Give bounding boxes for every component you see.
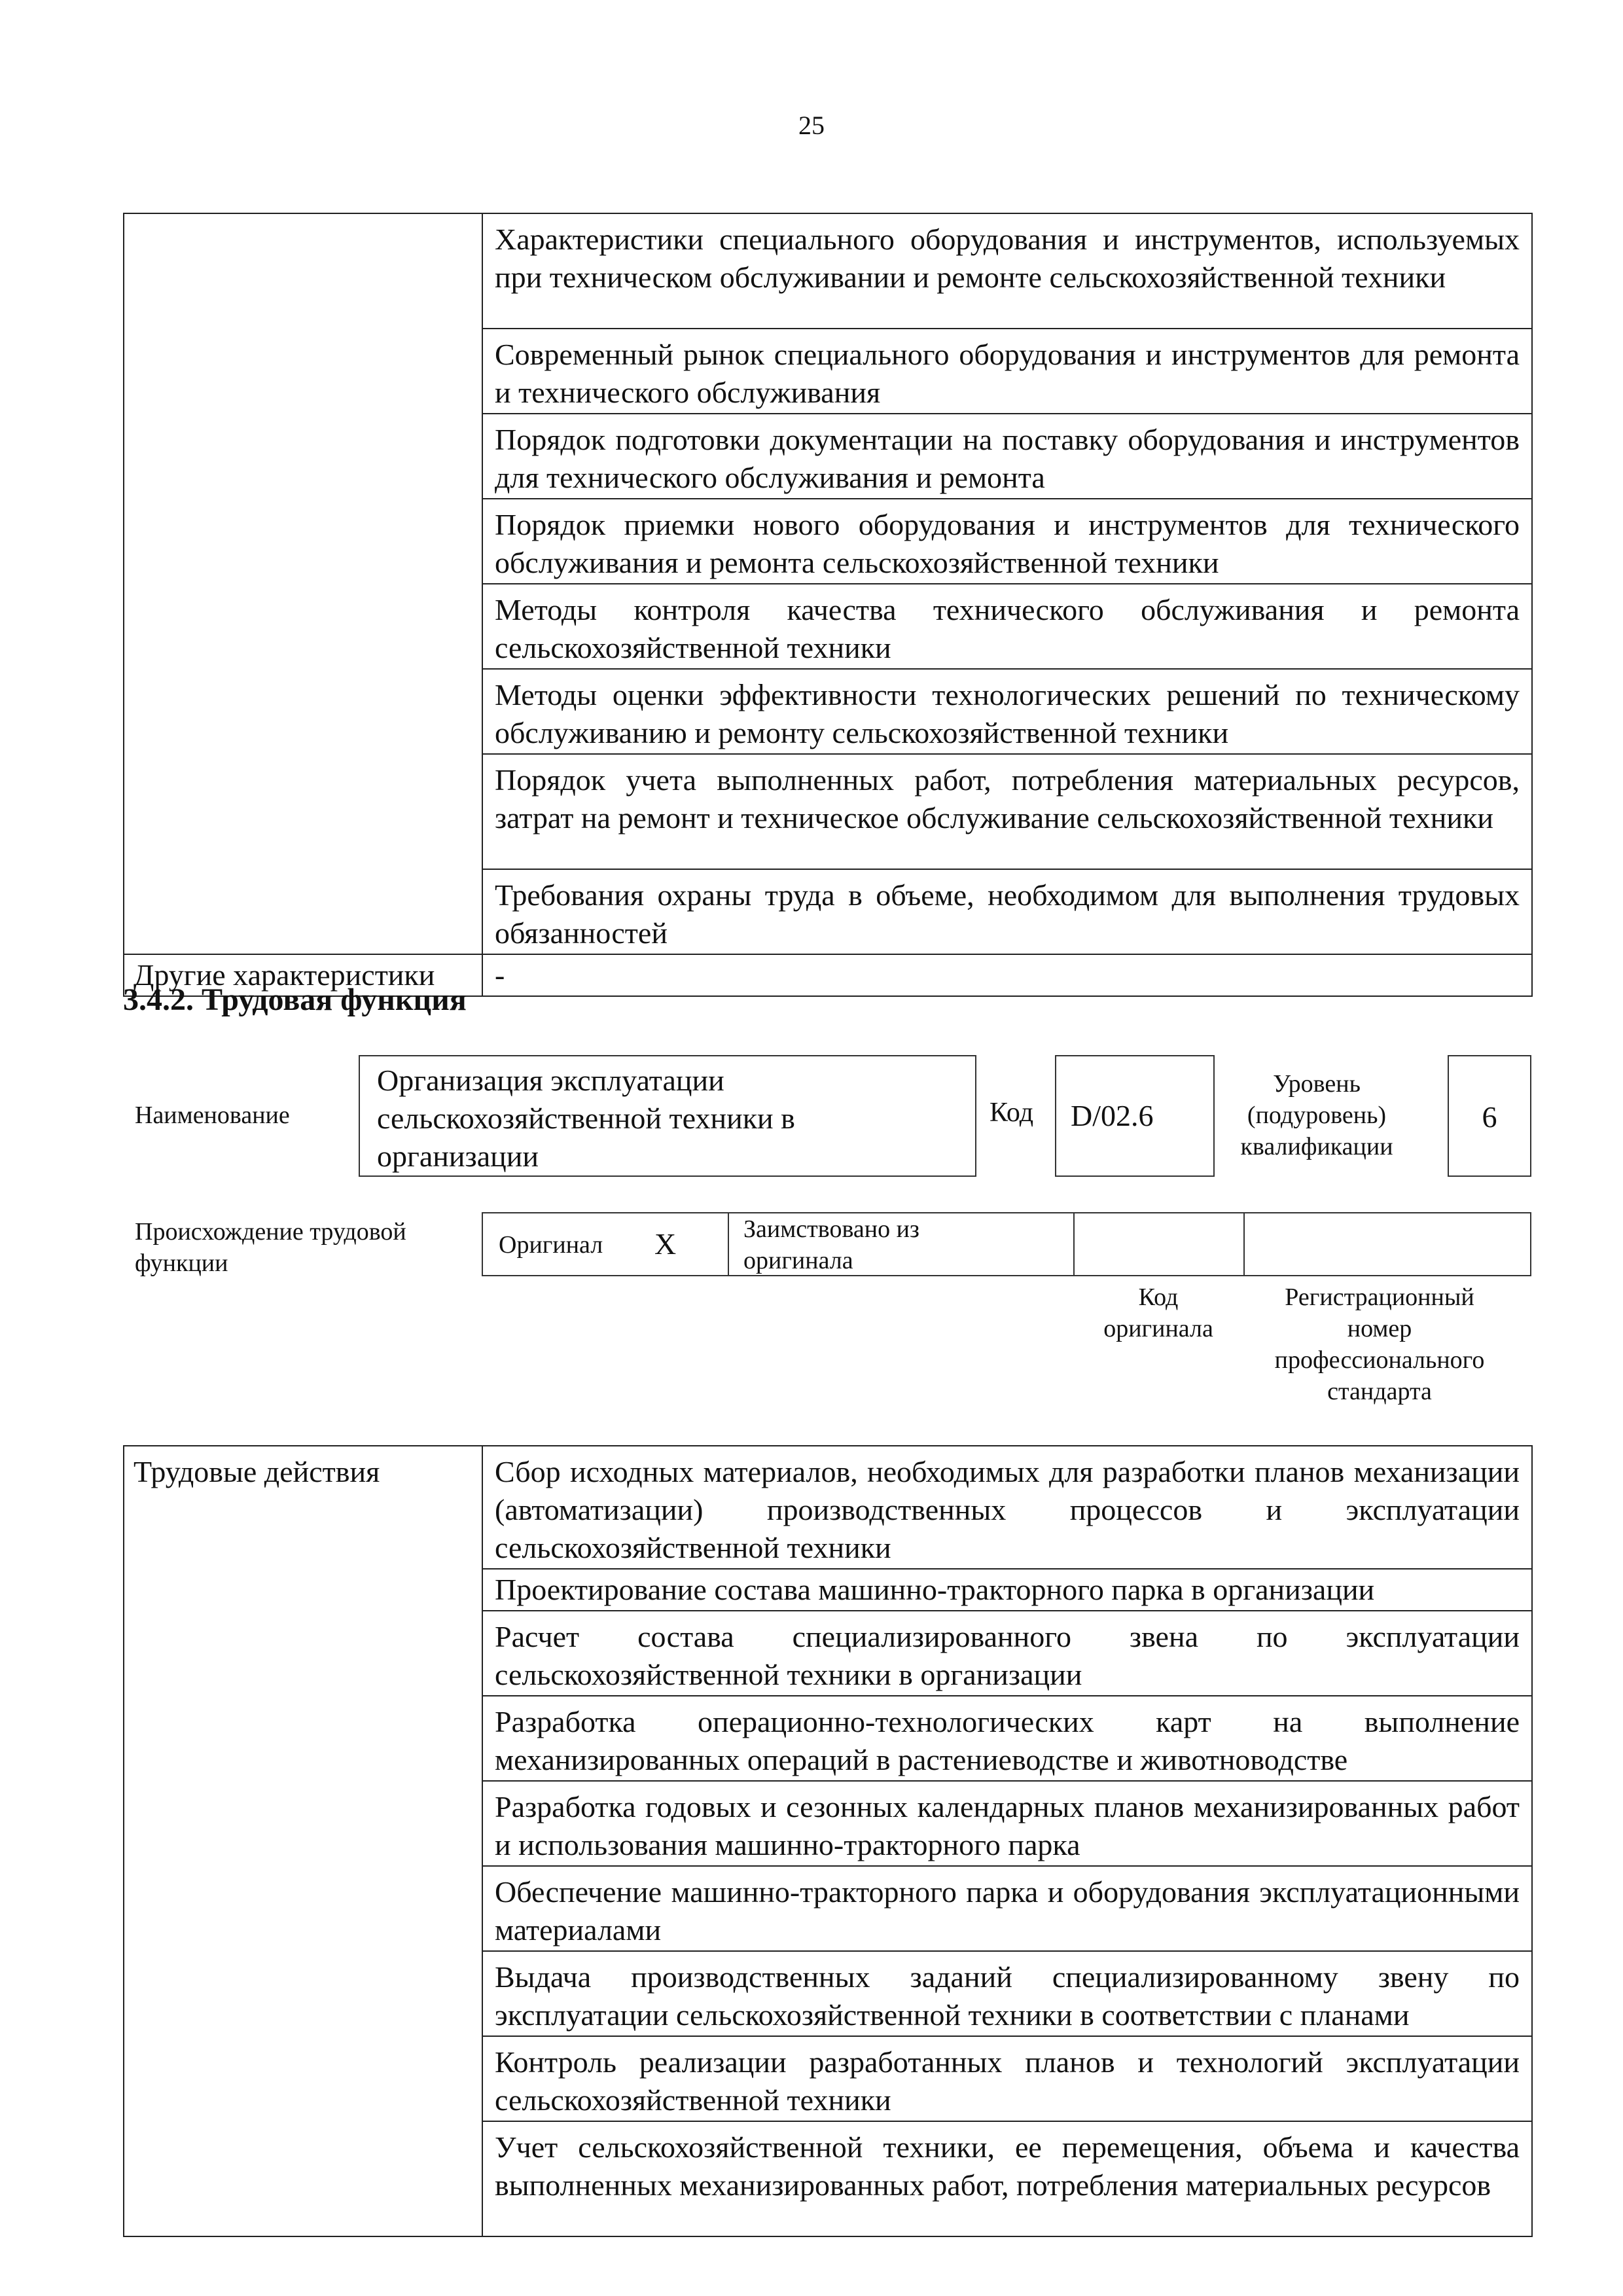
knowledge-table <box>123 213 1533 997</box>
level-label: Уровень (подуровень) квалификации <box>1240 1070 1393 1160</box>
knowledge-row: Порядок подготовки документации на поставку оборудования и инструментов для технического обслуживания и ремонта <box>482 414 1532 499</box>
name-label: Наименование <box>135 1102 290 1129</box>
action-row: Разработка годовых и сезонных календарных планов механизированных работ и использования машинно-тракторного парка <box>482 1781 1532 1866</box>
knowledge-row: Требования охраны труда в объеме, необходимом для выполнения трудовых обязанностей <box>482 869 1532 954</box>
code-value-box <box>1055 1055 1215 1177</box>
borrowed-label: Заимствовано из оригинала <box>743 1215 919 1274</box>
level-value: 6 <box>1482 1100 1497 1134</box>
origin-divider <box>728 1213 729 1276</box>
original-label: Оригинал <box>499 1231 603 1259</box>
knowledge-row: Характеристики специального оборудования и инструментов, используемых при техническом обслуживании и ремонте сельскохозяйственной техники <box>482 213 1532 329</box>
knowledge-row: Современный рынок специального оборудования и инструментов для ремонта и технического обслуживания <box>482 329 1532 414</box>
action-row: Сбор исходных материалов, необходимых для разработки планов механизации (автоматизации) производственных процессов и эксплуатации сельскохозяйственной техники <box>482 1446 1532 1569</box>
action-row: Контроль реализации разработанных планов и технологий эксплуатации сельскохозяйственной техники <box>482 2036 1532 2121</box>
origin-label: Происхождение трудовой функции <box>135 1218 406 1277</box>
action-row: Проектирование состава машинно-тракторного парка в организации <box>482 1569 1532 1611</box>
knowledge-row: Порядок учета выполненных работ, потребления материальных ресурсов, затрат на ремонт и техническое обслуживание сельскохозяйственной техники <box>482 754 1532 869</box>
origin-divider <box>1073 1213 1075 1276</box>
knowledge-row: Методы контроля качества технического обслуживания и ремонта сельскохозяйственной техники <box>482 584 1532 669</box>
origin-box <box>482 1212 1531 1276</box>
name-value: Организация эксплуатации сельскохозяйственной техники в организации <box>377 1064 795 1173</box>
origin-divider <box>1243 1213 1245 1276</box>
actions-table <box>123 1445 1533 2237</box>
action-row: Учет сельскохозяйственной техники, ее перемещения, объема и качества выполненных механизированных работ, потребления материальных ресурсов <box>482 2121 1532 2236</box>
action-row: Обеспечение машинно-тракторного парка и оборудования эксплуатационными материалами <box>482 1866 1532 1951</box>
page-number: 25 <box>798 111 825 140</box>
original-mark: X <box>654 1227 677 1261</box>
actions-label-cell: Трудовые действия <box>124 1446 482 2236</box>
registration-number-caption: Регистрационный номер профессионального стандарта <box>1274 1283 1485 1405</box>
code-original-caption: Код оригинала <box>1103 1283 1213 1342</box>
code-label: Код <box>990 1098 1034 1128</box>
name-value-box <box>359 1055 976 1177</box>
code-value: D/02.6 <box>1071 1099 1154 1132</box>
action-row: Разработка операционно-технологических карт на выполнение механизированных операций в растениеводстве и животноводстве <box>482 1696 1532 1781</box>
knowledge-row: Порядок приемки нового оборудования и инструментов для технического обслуживания и ремонта сельскохозяйственной техники <box>482 499 1532 584</box>
knowledge-label-cell <box>124 213 482 954</box>
other-characteristics-value: - <box>482 954 1532 996</box>
other-characteristics-label: Другие характеристики <box>124 954 482 996</box>
action-row: Расчет состава специализированного звена по эксплуатации сельскохозяйственной техники в организации <box>482 1611 1532 1696</box>
knowledge-row: Методы оценки эффективности технологических решений по техническому обслуживанию и ремонту сельскохозяйственной техники <box>482 669 1532 754</box>
action-row: Выдача производственных заданий специализированному звену по эксплуатации сельскохозяйственной техники в соответствии с планами <box>482 1951 1532 2036</box>
level-value-box <box>1448 1055 1531 1177</box>
section-heading: 3.4.2. Трудовая функция <box>123 982 467 1017</box>
